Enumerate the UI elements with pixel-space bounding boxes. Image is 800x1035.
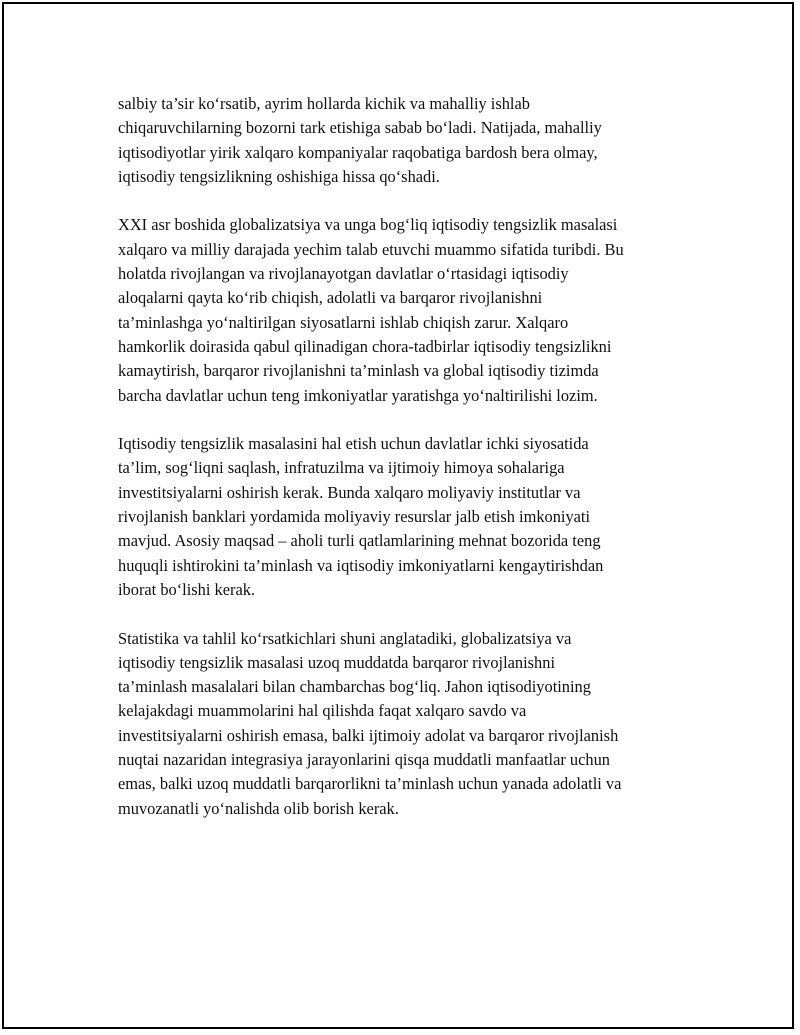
text-line: ta’minlash masalalari bilan chambarchas bog‘liq. Jahon iqtisodiyotining (118, 677, 591, 697)
text-line: holatda rivojlangan va rivojlanayotgan davlatlar o‘rtasidagi iqtisodiy (118, 264, 569, 284)
text-line: chiqaruvchilarning bozorni tark etishiga sabab bo‘ladi. Natijada, mahalliy (118, 118, 602, 138)
text-line: muvozanatli yo‘nalishda olib borish kerak. (118, 798, 399, 818)
text-line: iqtisodiy tengsizlik masalasi uzoq muddatda barqaror rivojlanishni (118, 652, 555, 672)
paragraph-3 (118, 432, 698, 602)
text-line: iqtisodiy tengsizlikning oshishiga hissa qo‘shadi. (118, 166, 440, 186)
text-line: investitsiyalarni oshirish kerak. Bunda xalqaro moliyaviy institutlar va (118, 482, 581, 502)
text-line: emas, balki uzoq muddatli barqarorlikni ta’minlash uchun yanada adolatli va (118, 774, 622, 794)
paragraph-1 (118, 92, 698, 189)
text-line: iqtisodiyotlar yirik xalqaro kompaniyalar raqobatiga bardosh bera olmay, (118, 142, 598, 162)
text-line: nuqtai nazaridan integrasiya jarayonlarini qisqa muddatli manfaatlar uchun (118, 750, 610, 770)
text-line: Statistika va tahlil ko‘rsatkichlari shuni anglatadiki, globalizatsiya va (118, 628, 572, 648)
text-line: investitsiyalarni oshirish emasa, balki ijtimoiy adolat va barqaror rivojlanish (118, 725, 619, 745)
text-line: rivojlanish banklari yordamida moliyaviy resurslar jalb etish imkoniyati (118, 507, 591, 527)
text-line: xalqaro va milliy darajada yechim talab etuvchi muammo sifatida turibdi. Bu (118, 239, 624, 259)
text-line: hamkorlik doirasida qabul qilinadigan chora-tadbirlar iqtisodiy tengsizlikni (118, 336, 612, 356)
text-line: mavjud. Asosiy maqsad – aholi turli qatlamlarining mehnat bozorida teng (118, 531, 601, 551)
text-line: aloqalarni qayta ko‘rib chiqish, adolatli va barqaror rivojlanishni (118, 288, 543, 308)
text-line: salbiy ta’sir ko‘rsatib, ayrim hollarda kichik va mahalliy ishlab (118, 94, 530, 113)
document-body (118, 92, 698, 845)
text-line: iborat bo‘lishi kerak. (118, 579, 256, 599)
text-line: ta’lim, sog‘liqni saqlash, infratuzilma va ijtimoiy himoya sohalariga (118, 458, 565, 478)
text-line: kamaytirish, barqaror rivojlanishni ta’minlash va global iqtisodiy tizimda (118, 361, 599, 381)
paragraph-4 (118, 627, 698, 821)
text-line: XXI asr boshida globalizatsiya va unga bog‘liq iqtisodiy tengsizlik masalasi (118, 215, 618, 235)
text-line: ta’minlashga yo‘naltirilgan siyosatlarni ishlab chiqish zarur. Xalqaro (118, 312, 569, 332)
text-line: Iqtisodiy tengsizlik masalasini hal etish uchun davlatlar ichki siyosatida (118, 434, 589, 454)
paragraph-2 (118, 213, 698, 407)
text-line: barcha davlatlar uchun teng imkoniyatlar yaratishga yo‘naltirilishi lozim. (118, 385, 598, 405)
text-line: kelajakdagi muammolarini hal qilishda faqat xalqaro savdo va (118, 701, 527, 721)
text-line: huquqli ishtirokini ta’minlash va iqtisodiy imkoniyatlarni kengaytirishdan (118, 555, 604, 575)
